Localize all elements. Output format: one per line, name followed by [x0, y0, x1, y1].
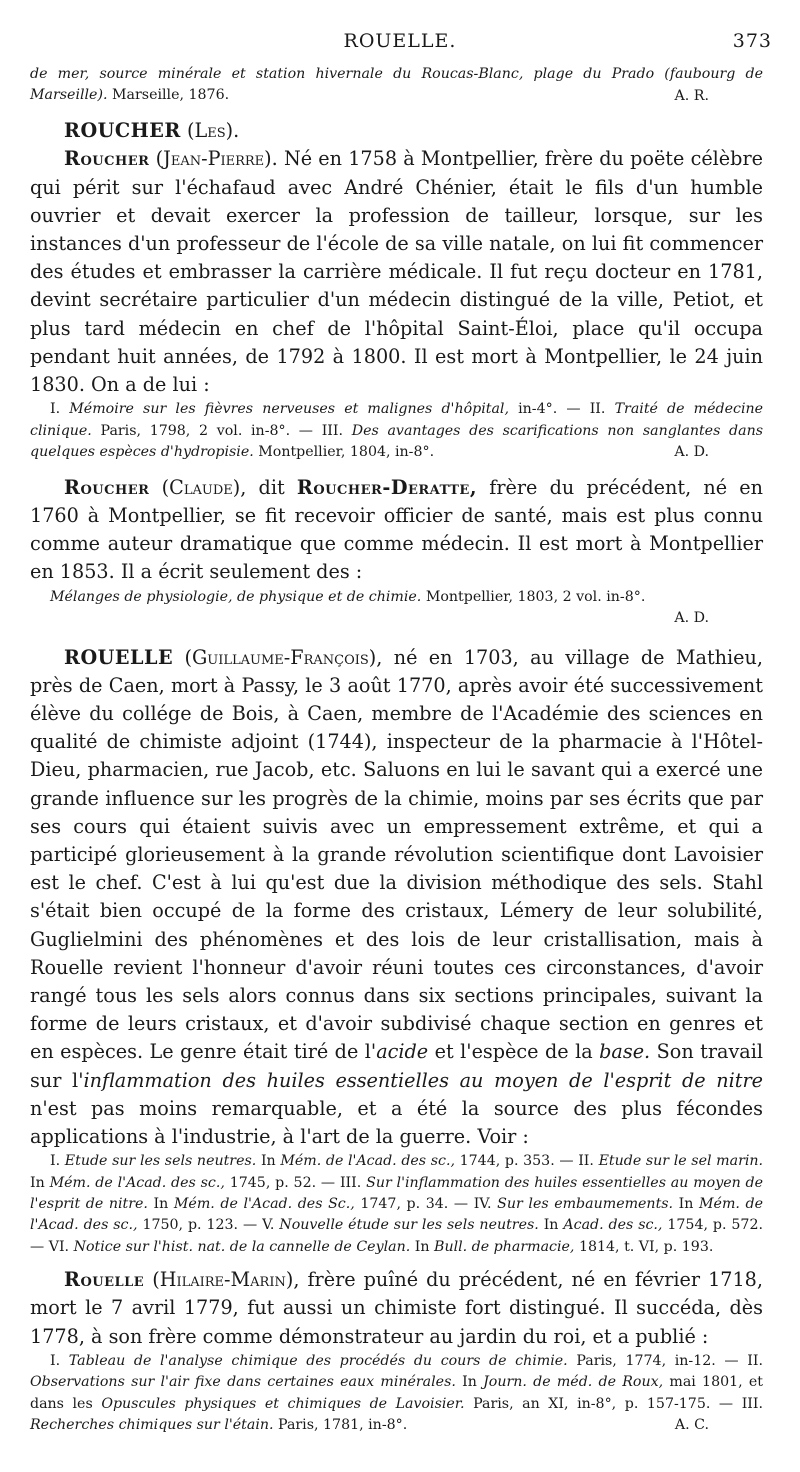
bibliography: I. Etude sur les sels neutres. In Mém. de l'Acad. des sc., 1744, p. 353. — II. Etude sur le sel marin. In Mém. de l'Acad. des sc., 1745, p. 52. — III. Sur l'inflammation des huiles essentielles au moyen de l'esprit de nitre. In Mém. de l'Acad. des Sc., 1747, p. 34. — IV. Sur les embaumements. In Mém. de l'Acad. des sc., 1750, p. 123. — V. Nouvelle étude sur les sels neutres. In Acad. des sc., 1754, p. 572. — VI. Notice sur l'hist. nat. de la cannelle de Ceylan. In Bull. de pharmacie, 1814, t. VI, p. 193.	[30, 1153, 764, 1255]
entry-headword: ROUCHER	[64, 119, 181, 143]
bibliography: I. Mémoire sur les fièvres nerveuses et malignes d'hôpital, in-4°. — II. Traité de médecine clinique. Paris, 1798, 2 vol. in-8°. — III. Des avantages des scarifications non sanglantes dans quelques espèces d'hydropisie. Montpellier, 1804, in-8°.	[30, 401, 764, 461]
running-header	[28, 30, 772, 56]
entry-rouelle-hilaire-marin: Rouelle (Hilaire-Marin), frère puîné du précédent, né en février 1718, mort le 7 avril 1779, fut aussi un chimiste fort distingué. Il succéda, dès 1778, à son frère comme démonstrateur au jardin du roi, et a publié :	[30, 1268, 763, 1348]
entry-rouelle-guillaume-francois: ROUELLE (Guillaume-François), né en 1703, au village de Mathieu, près de Caen, mort à Passy, le 3 août 1770, après avoir été successivement élève du collége de Bois, à Caen, membre de l'Académie des sciences en qualité de chimiste adjoint (1744), inspecteur de la pharmacie à l'Hôtel-Dieu, pharmacien, rue Jacob, etc. Saluons en lui le savant qui a exercé une grande influence sur les progrès de la chimie, moins par ses écrits que par ses cours qui étaient suivis avec un empressement extrême, et qui a participé glorieusement à la grande révolution scientifique dont Lavoisier est le chef. C'est à lui qu'est due la division méthodique des sels. Stahl s'était bien occupé de la forme des cristaux, Lémery de leur solubilité, Guglielmini des phénomènes et des lois de leur cristallisation, mais à Rouelle revient l'honneur d'avoir réuni toutes ces circonstances, d'avoir rangé tous les sels alors connus dans six sections principales, suivant la forme de leurs cristaux, et d'avoir subdivisé chaque section en genres et en espèces. Le genre était tiré de l'acide et l'espèce de la base. Son travail sur l'inflammation des huiles essentielles au moyen de l'esprit de nitre n'est pas moins remarquable, et a été la source des plus fécondes applications à l'industrie, à l'art de la guerre. Voir :	[30, 645, 764, 1148]
signature: A. D.	[674, 610, 709, 627]
entry-roucher-jean-pierre: Roucher (Jean-Pierre). Né en 1758 à Montpellier, frère du poëte célèbre qui périt sur l'échafaud avec André Chénier, était le fils d'un humble ouvrier et devait exercer la profession de tailleur, lorsque, sur les instances d'un professeur de l'école de sa ville natale, on lui fit commencer des études et embrasser la carrière médicale. Il fut reçu docteur en 1781, devint secrétaire particulier d'un médecin distingué de la ville, Petiot, et plus tard médecin en chef de l'hôpital Saint-Éloi, place qu'il occupa pendant huit années, de 1792 à 1800. Il est mort à Montpellier, le 24 juin 1830. On a de lui :	[30, 147, 763, 397]
bibliography: Mélanges de physiologie, de physique et de chimie. Montpellier, 1803, 2 vol. in-8°.	[50, 588, 646, 605]
signature: A. R.	[674, 87, 709, 104]
page-content	[30, 64, 763, 1437]
entry-headword: ROUELLE	[64, 645, 174, 669]
entry-roucher-claude: Roucher (Claude), dit Roucher-Deratte, frère du précédent, né en 1760 à Montpellier, se fit recevoir officier de santé, mais est plus connu comme auteur dramatique que comme médecin. Il est mort à Montpellier en 1853. Il a écrit seulement des :	[30, 475, 764, 584]
page-number: 373	[732, 30, 772, 52]
running-title: ROUELLE.	[343, 30, 457, 52]
signature: A. D.	[674, 444, 709, 461]
entry-roucher-les: ROUCHER (Les).	[64, 119, 240, 143]
entry-headword: Roucher	[64, 147, 150, 171]
entry-headword: Rouelle	[64, 1268, 145, 1292]
bibliography: I. Tableau de l'analyse chimique des procédés du cours de chimie. Paris, 1774, in-12. — II. Observations sur l'air fixe dans certaines eaux minérales. In Journ. de méd. de Roux, mai 1801, et dans les Opuscules physiques et chimiques de Lavoisier. Paris, an XI, in-8°, p. 157-175. — III. Recherches chimiques sur l'étain. Paris, 1781, in-8°.	[30, 1352, 764, 1434]
entry-headword: Roucher	[64, 475, 150, 499]
entry-alias: Roucher-Deratte,	[296, 475, 478, 499]
top-fragment: de mer, source minérale et station hivernale du Roucas-Blanc, plage du Prado (faubourg de Marseille). Marseille, 1876.	[30, 66, 763, 104]
signature: A. C.	[674, 1417, 709, 1434]
